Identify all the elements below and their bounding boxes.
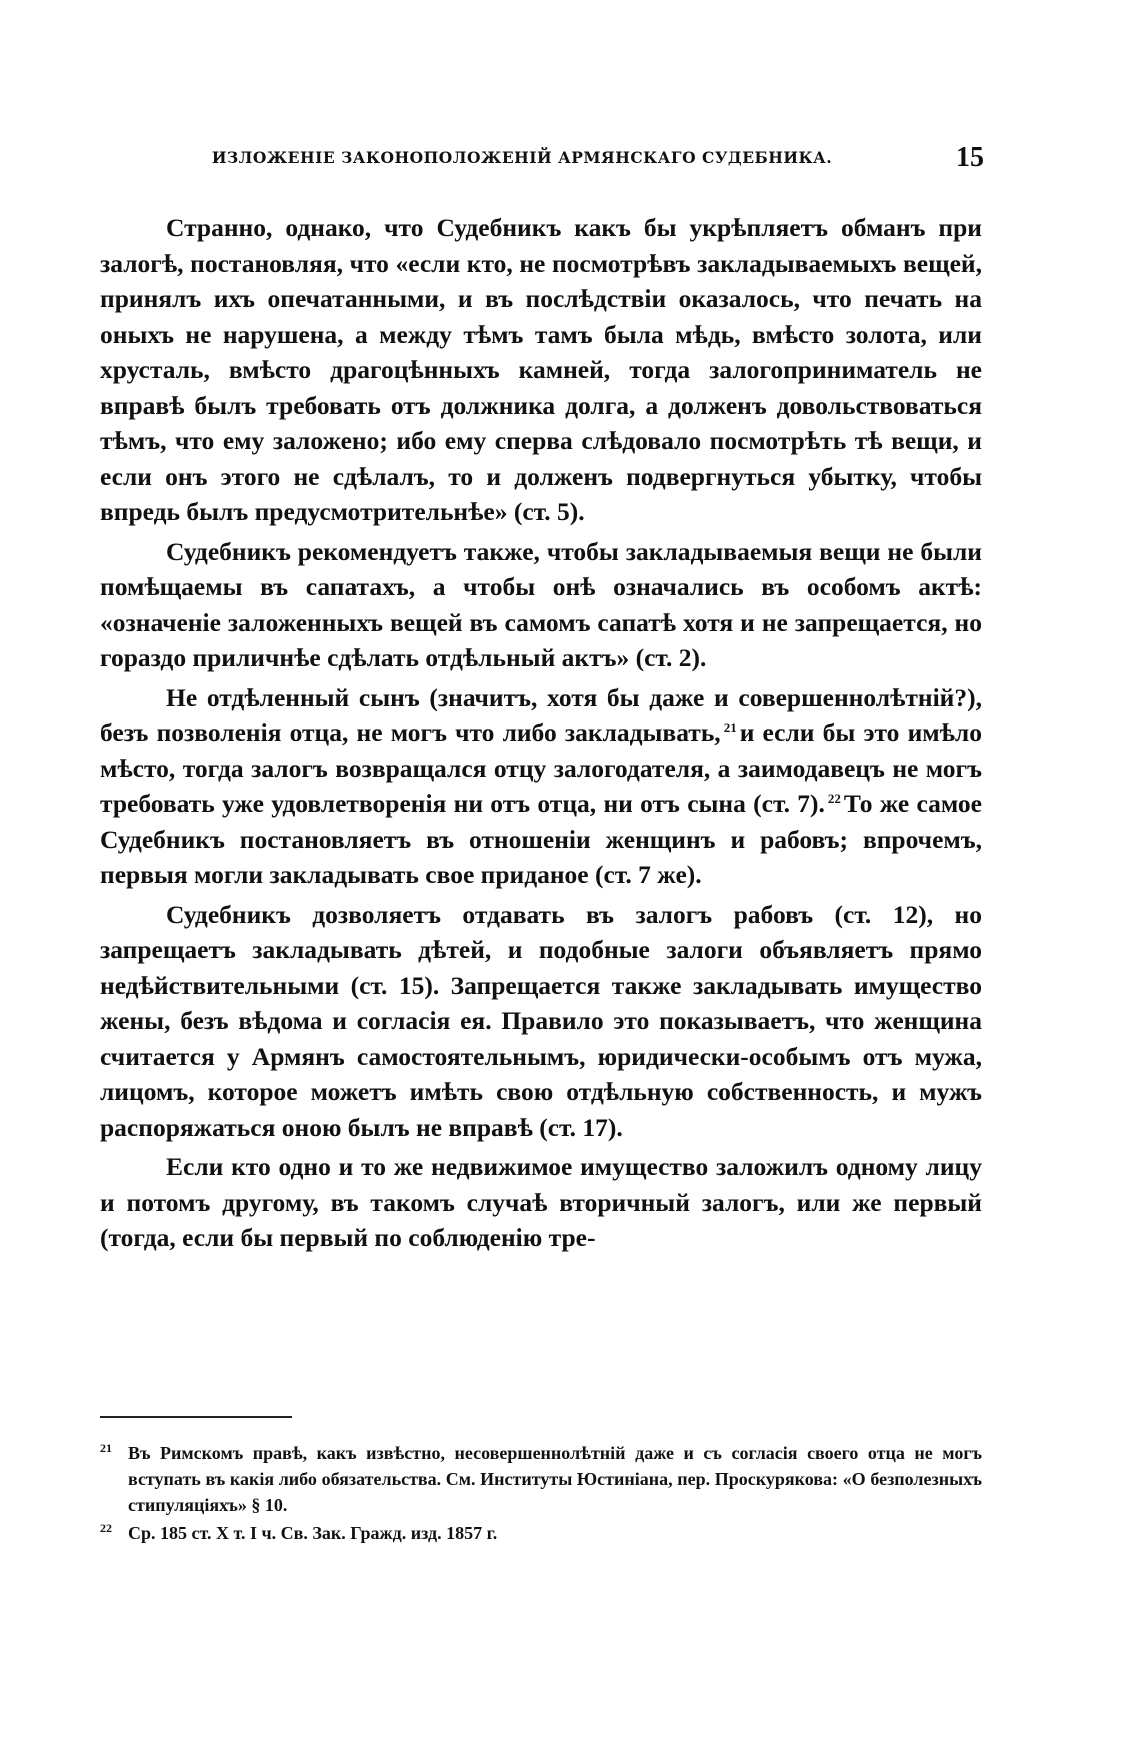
paragraph-text: Если кто одно и то же недвижимое имущество заложилъ одному лицу и потомъ другому, въ такомъ случаѣ вторичный залогъ, или же первый (тогда, если бы первый по соблюденію тре- bbox=[100, 1152, 982, 1252]
footnote-divider bbox=[100, 1416, 292, 1418]
footnote: 22 Ср. 185 ст. X т. I ч. Св. Зак. Гражд. изд. 1857 г. bbox=[100, 1521, 498, 1543]
paragraph bbox=[100, 897, 982, 1146]
footnote: 21 Въ Римскомъ правѣ, какъ извѣстно, несовершеннолѣтній даже и съ согласія своего отца не могъ вступать въ какія либо обязательства. См. Институты Юстиніана, пер. Проскурякова: «О безполезныхъ стипуляціяхъ» § 10. bbox=[100, 1441, 982, 1515]
main-text bbox=[100, 210, 982, 1256]
paragraph bbox=[100, 210, 982, 530]
page-number: 15 bbox=[956, 142, 984, 173]
paragraph bbox=[100, 680, 982, 893]
paragraph-text: и если бы это имѣло мѣсто, тогда залогъ возвращался отцу залогодателя, а заимодавецъ не могъ требовать уже удовлетворенія ни отъ отца, ни отъ сына (ст. 7). bbox=[100, 718, 982, 818]
paragraph-text: Не отдѣленный сынъ (значитъ, хотя бы даже и совершеннолѣтній?), безъ позволенія отца, не могъ что либо закладывать, bbox=[100, 682, 982, 747]
paragraph bbox=[100, 534, 982, 676]
footnote-reference[interactable]: 22 bbox=[827, 790, 841, 806]
running-title: ИЗЛОЖЕНІЕ ЗАКОНОПОЛОЖЕНІЙ АРМЯНСКАГО СУДЕБНИКА. bbox=[211, 148, 833, 167]
footnote-reference[interactable]: 21 bbox=[723, 719, 737, 735]
paragraph-text: Странно, однако, что Судебникъ какъ бы укрѣпляетъ обманъ при залогѣ, постановляя, что «если кто, не посмотрѣвъ закладываемыхъ вещей, принялъ ихъ опечатанными, и въ послѣдствіи оказалось, что печать на оныхъ не нарушена, а между тѣмъ тамъ была мѣдь, вмѣсто золота, или хрусталь, вмѣсто драгоцѣнныхъ камней, тогда залогоприниматель не вправѣ былъ требовать отъ должника долга, а долженъ довольствоваться тѣмъ, что ему заложено; ибо ему сперва слѣдовало посмотрѣть тѣ вещи, и если онъ этого не сдѣлалъ, то и долженъ подвергнуться убытку, чтобы впредь былъ предусмотрительнѣе» (ст. 5). bbox=[100, 213, 982, 526]
page-header bbox=[152, 142, 984, 182]
footnote-text: Ср. 185 ст. X т. I ч. Св. Зак. Гражд. изд. 1857 г. bbox=[128, 1523, 498, 1543]
footnotes bbox=[100, 1440, 982, 1548]
footnote-text: Въ Римскомъ правѣ, какъ извѣстно, несовершеннолѣтній даже и съ согласія своего отца не могъ вступать въ какія либо обязательства. См. Институты Юстиніана, пер. Проскурякова: «О безполезныхъ стипуляціяхъ» § 10. bbox=[128, 1443, 982, 1515]
paragraph-text: То же самое Судебникъ постановляетъ въ отношеніи женщинъ и рабовъ; впрочемъ, первыя могли закладывать свое приданое (ст. 7 же). bbox=[100, 789, 982, 889]
paragraph bbox=[100, 1149, 982, 1256]
paragraph-text: Судебникъ дозволяетъ отдавать въ залогъ рабовъ (ст. 12), но запрещаетъ закладывать дѣтей, и подобные залоги объявляетъ прямо недѣйствительными (ст. 15). Запрещается также закладывать имущество жены, безъ вѣдома и согласія ея. Правило это показываетъ, что женщина считается у Армянъ самостоятельнымъ, юридически-особымъ отъ мужа, лицомъ, которое можетъ имѣть свою отдѣльную собственность, и мужъ распоряжаться оною былъ не вправѣ (ст. 17). bbox=[100, 899, 982, 1142]
paragraph-text: Судебникъ рекомендуетъ также, чтобы закладываемыя вещи не были помѣщаемы въ сапатахъ, а чтобы онѣ означались въ особомъ актѣ: «означеніе заложенныхъ вещей въ самомъ сапатѣ хотя и не запрещается, но гораздо приличнѣе сдѣлать отдѣльный актъ» (ст. 2). bbox=[100, 536, 982, 672]
